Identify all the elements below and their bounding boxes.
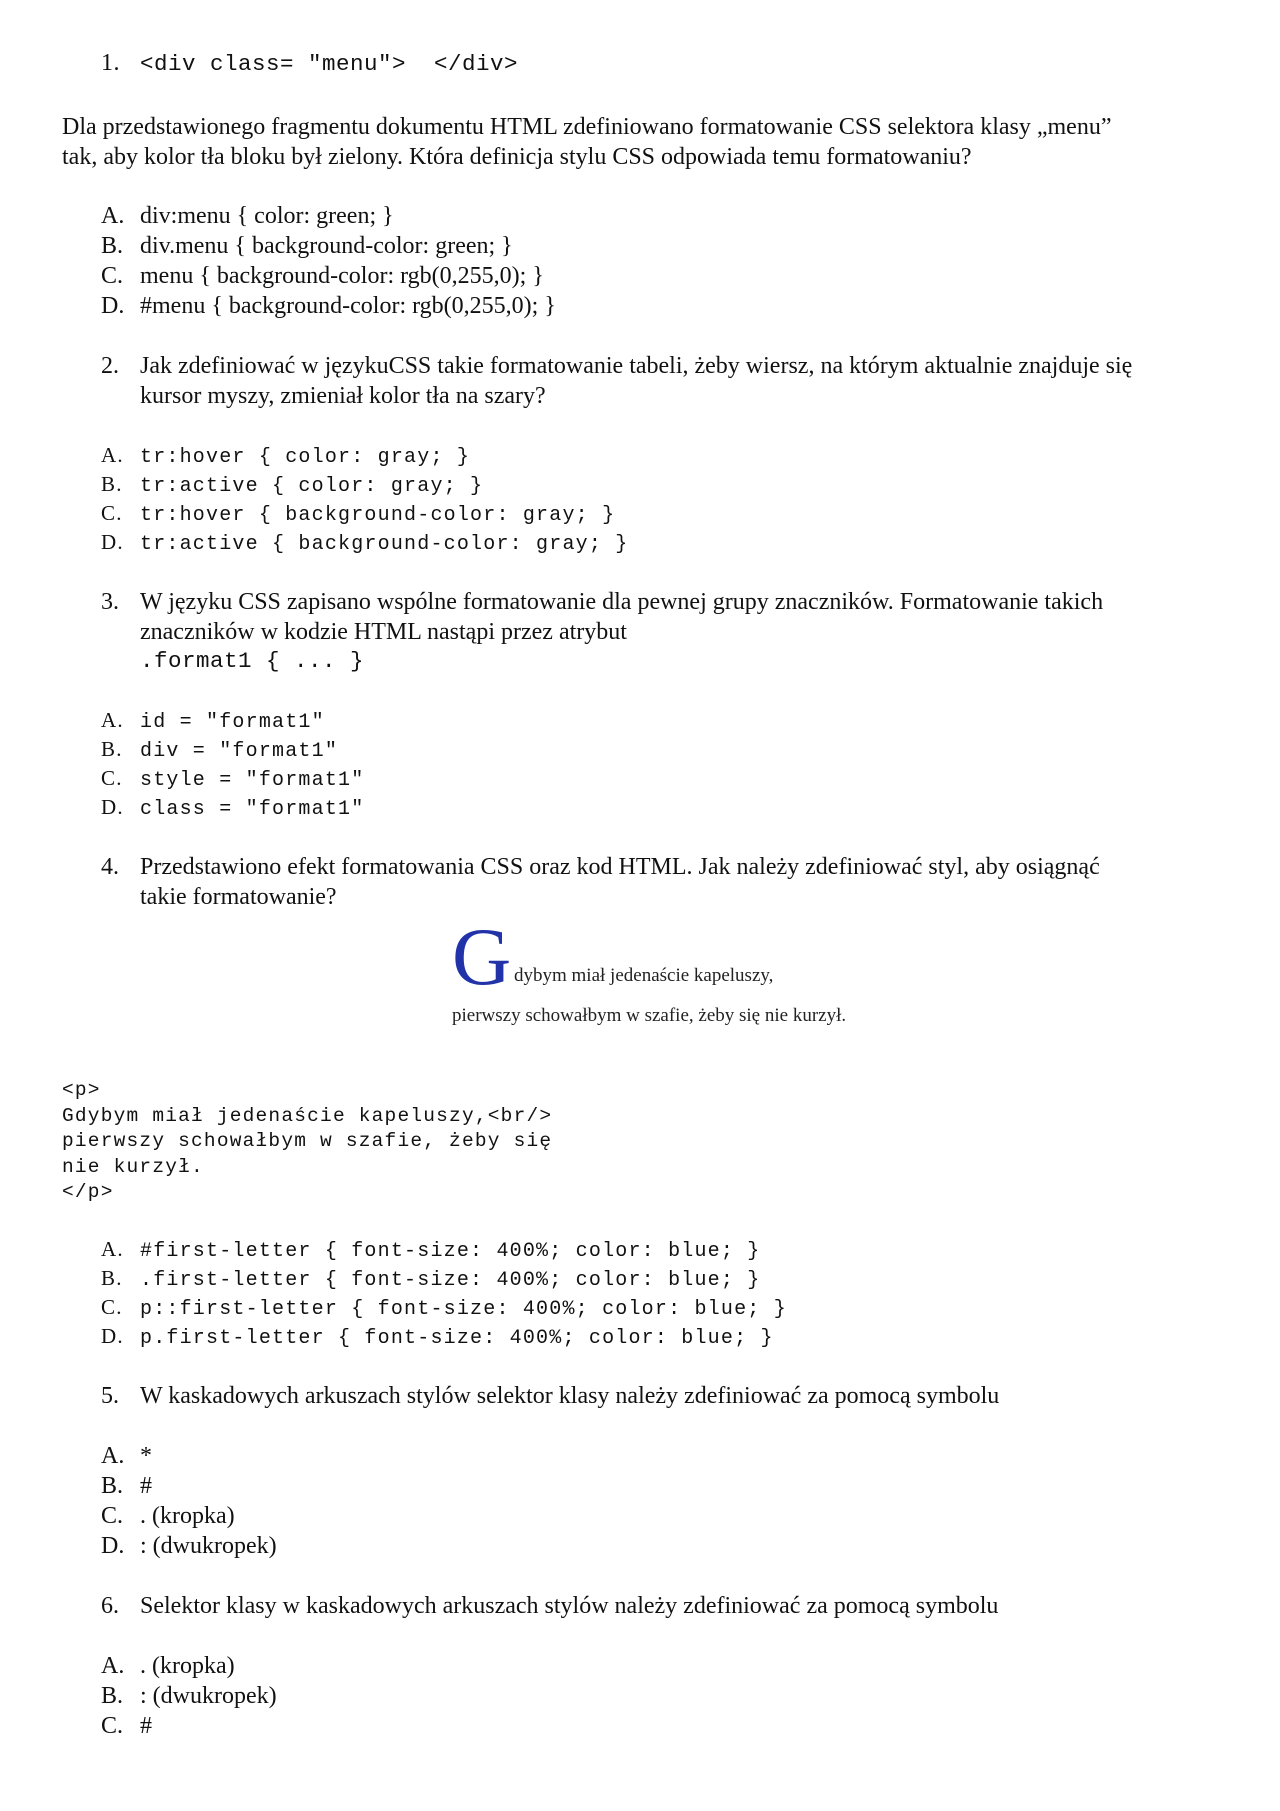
option-letter: A.	[101, 1443, 125, 1469]
question-3-option-c	[101, 764, 364, 795]
option-letter: D.	[101, 795, 124, 819]
option-text: p.first-letter { font-size: 400%; color: blue; }	[140, 1327, 774, 1350]
question-6-option-a	[101, 1651, 235, 1681]
question-2-number: 2.	[101, 353, 119, 379]
option-letter: B.	[101, 472, 123, 496]
question-6-line1	[101, 1591, 998, 1621]
question-4-option-d	[101, 1322, 774, 1353]
option-text: #menu { background-color: rgb(0,255,0); }	[140, 293, 556, 319]
option-letter: B.	[101, 1683, 124, 1709]
question-4-option-c	[101, 1293, 787, 1324]
option-letter: C.	[101, 1295, 123, 1319]
question-3-line1	[101, 587, 1103, 617]
option-letter: C.	[101, 1503, 124, 1529]
question-2-option-a	[101, 441, 470, 472]
option-letter: B.	[101, 233, 124, 259]
option-letter: B.	[101, 1266, 123, 1290]
option-letter: B.	[101, 737, 123, 761]
figure-line2: pierwszy schowałbym w szafie, żeby się nie kurzył.	[452, 1005, 847, 1026]
question-5-option-a	[101, 1441, 152, 1471]
question-4-line2: takie formatowanie?	[140, 884, 337, 910]
question-6-option-c	[101, 1711, 152, 1741]
question-1-code: <div class= "menu"> </div>	[140, 51, 519, 77]
question-3-line2: znaczników w kodzie HTML nastąpi przez atrybut	[140, 619, 627, 645]
option-letter: A.	[101, 1653, 125, 1679]
question-5-option-d	[101, 1531, 277, 1561]
code-line: Gdybym miał jedenaście kapeluszy,<br/>	[62, 1104, 553, 1127]
question-4-option-a	[101, 1235, 761, 1266]
question-3-number: 3.	[101, 589, 119, 615]
question-5-number: 5.	[101, 1383, 119, 1409]
option-text: div:menu { color: green; }	[140, 203, 394, 229]
question-3-option-d	[101, 793, 364, 824]
option-letter: D.	[101, 293, 125, 319]
code-line: pierwszy schowałbym w szafie, żeby się	[62, 1130, 553, 1152]
question-2-option-c	[101, 499, 615, 530]
question-5-option-c	[101, 1501, 235, 1531]
option-letter: A.	[101, 203, 125, 229]
option-text: div = "format1"	[140, 740, 339, 763]
option-letter: A.	[101, 1237, 124, 1261]
option-letter: B.	[101, 1473, 124, 1499]
option-text: div.menu { background-color: green; }	[140, 233, 513, 259]
option-text: tr:hover { background-color: gray; }	[140, 504, 616, 527]
question-1-option-b	[101, 231, 513, 261]
option-text: p::first-letter { font-size: 400%; color: blue; }	[140, 1298, 787, 1321]
option-letter: C.	[101, 766, 123, 790]
option-text: tr:active { color: gray; }	[140, 475, 484, 498]
option-letter: C.	[101, 263, 124, 289]
first-letter-drop-cap: G	[452, 911, 512, 1002]
question-1-text-line1: Dla przedstawionego fragmentu dokumentu HTML zdefiniowano formatowanie CSS selektora klasy „menu”	[62, 114, 1112, 140]
option-text: id = "format1"	[140, 711, 325, 734]
question-2-option-b	[101, 470, 483, 501]
question-2-option-d	[101, 528, 628, 559]
option-text: #	[140, 1473, 152, 1499]
question-5-line1	[101, 1381, 999, 1411]
option-text: *	[140, 1443, 152, 1469]
option-letter: D.	[101, 1533, 125, 1559]
option-text: tr:hover { color: gray; }	[140, 446, 471, 469]
question-1-number: 1.	[101, 50, 120, 76]
formatting-example-figure	[452, 911, 912, 1040]
question-1-option-a	[101, 201, 394, 231]
option-letter: C.	[101, 501, 123, 525]
question-5-text: W kaskadowych arkuszach stylów selektor klasy należy zdefiniować za pomocą symbolu	[140, 1383, 1000, 1409]
option-letter: D.	[101, 1324, 124, 1348]
question-5-option-b	[101, 1471, 152, 1501]
question-2-line2: kursor myszy, zmieniał kolor tła na szary?	[140, 383, 546, 409]
question-4-option-b	[101, 1264, 761, 1295]
option-letter: C.	[101, 1713, 124, 1739]
question-4-line1	[101, 852, 1100, 882]
question-6-number: 6.	[101, 1593, 119, 1619]
option-letter: A.	[101, 443, 124, 467]
question-2-text: Jak zdefiniować w językuCSS takie formatowanie tabeli, żeby wiersz, na którym aktualnie znajduje się	[140, 353, 1133, 379]
question-3-code: .format1 { ... }	[140, 648, 365, 674]
code-line: <p>	[62, 1079, 101, 1101]
option-text: : (dwukropek)	[140, 1683, 277, 1709]
option-text: . (kropka)	[140, 1653, 235, 1679]
question-3-option-a	[101, 706, 325, 737]
option-text: . (kropka)	[140, 1503, 235, 1529]
question-2-line1	[101, 351, 1132, 381]
option-text: .first-letter { font-size: 400%; color: blue; }	[140, 1269, 761, 1292]
question-1-option-c	[101, 261, 544, 291]
question-3-text: W języku CSS zapisano wspólne formatowanie dla pewnej grupy znaczników. Formatowanie takich	[140, 589, 1104, 615]
option-letter: D.	[101, 530, 124, 554]
question-1-text-line2: tak, aby kolor tła bloku był zielony. Która definicja stylu CSS odpowiada temu formatowaniu?	[62, 144, 972, 170]
code-line: </p>	[62, 1181, 114, 1203]
option-text: #first-letter { font-size: 400%; color: blue; }	[140, 1240, 761, 1263]
option-text: tr:active { background-color: gray; }	[140, 533, 629, 556]
option-text: menu { background-color: rgb(0,255,0); }	[140, 263, 544, 289]
figure-line1: dybym miał jedenaście kapeluszy,	[514, 965, 774, 986]
question-4-html-code	[62, 1078, 552, 1206]
question-4-text: Przedstawiono efekt formatowania CSS oraz kod HTML. Jak należy zdefiniować styl, aby osiągnąć	[140, 854, 1100, 880]
question-6-text: Selektor klasy w kaskadowych arkuszach stylów należy zdefiniować za pomocą symbolu	[140, 1593, 999, 1619]
option-text: #	[140, 1713, 152, 1739]
option-text: style = "format1"	[140, 769, 365, 792]
option-letter: A.	[101, 708, 124, 732]
question-1-header	[101, 48, 518, 79]
question-1-option-d	[101, 291, 556, 321]
question-4-number: 4.	[101, 854, 119, 880]
code-line: nie kurzył.	[62, 1155, 204, 1178]
option-text: class = "format1"	[140, 798, 365, 821]
question-6-option-b	[101, 1681, 277, 1711]
question-3-option-b	[101, 735, 338, 766]
option-text: : (dwukropek)	[140, 1533, 277, 1559]
